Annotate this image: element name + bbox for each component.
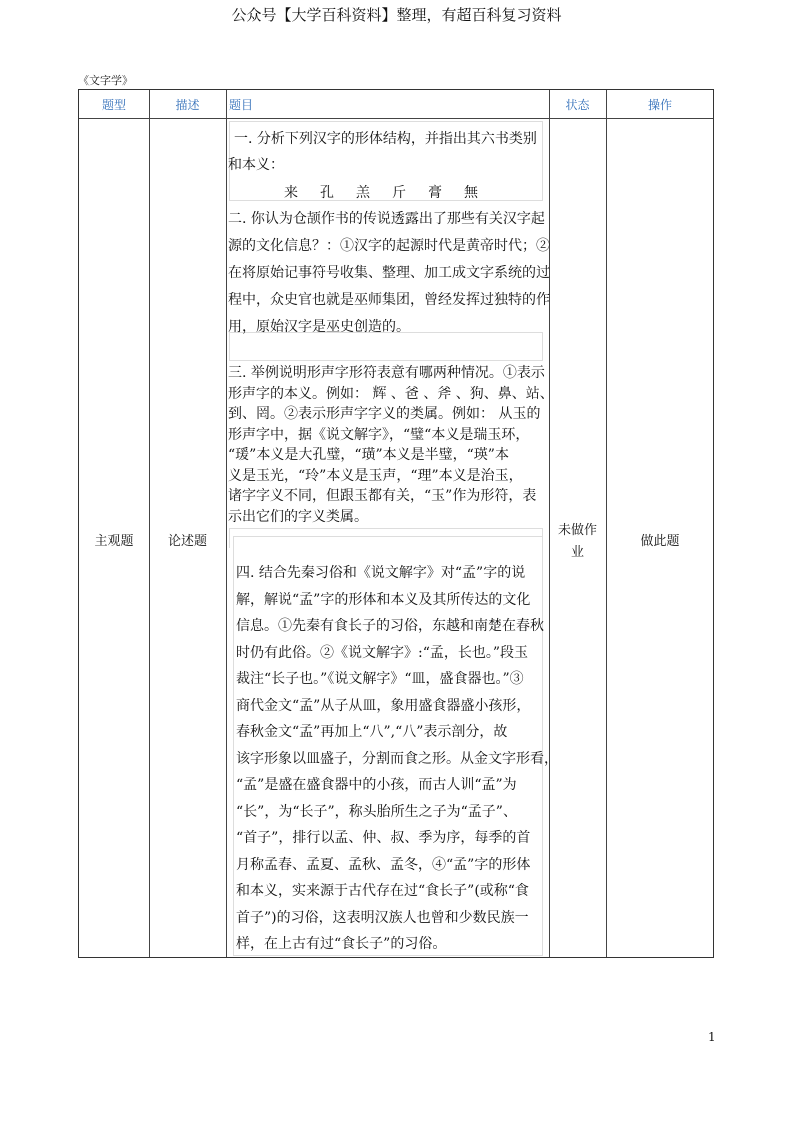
col-header-question: 题目 xyxy=(229,98,254,112)
question-line: 解，解说“孟”字的形体和本义及其所传达的文化 xyxy=(236,591,531,608)
question-type: 主观题 xyxy=(94,534,134,549)
header-note: 公众号【大学百科资料】整理，有超百科复习资料 xyxy=(231,6,562,24)
question-line: 四. 结合先秦习俗和《说文解字》对“孟”字的说 xyxy=(236,565,526,581)
empty-box xyxy=(229,332,543,361)
col-header-action: 操作 xyxy=(647,98,672,112)
question-line: 诸字字义不同，但跟玉都有关，“玉”作为形符，表 xyxy=(228,488,537,504)
status xyxy=(549,520,606,564)
doc-title: 《文字学》 xyxy=(78,74,133,87)
question-line: 和本义，实来源于古代存在过“食长子”(或称“食 xyxy=(236,883,529,899)
question-line: 和本义： xyxy=(228,157,284,173)
question-line: 时仍有此俗。②《说文解字》:“孟，长也。”段玉 xyxy=(236,644,529,661)
divider xyxy=(226,90,227,957)
question-line: 三. 举例说明形声字形符表意有哪两种情况。①表示 xyxy=(228,365,545,381)
question-description: 论述题 xyxy=(167,534,207,549)
question-characters: 来 孔 羔 斤 膏 無 xyxy=(284,185,482,201)
col-header-status: 状态 xyxy=(565,98,590,112)
question-line: 形声字中，据《说文解字》，“璧“本义是瑞玉环， xyxy=(228,426,530,443)
col-header-description: 描述 xyxy=(175,98,200,112)
question-line: “长”，为“长子”，称头胎所生之子为“孟子”、 xyxy=(236,803,517,820)
question-line: 程中，众史官也就是巫师集团，曾经发挥过独特的作 xyxy=(228,292,550,308)
question-line: 用，原始汉字是巫史创造的。 xyxy=(228,319,410,335)
question-line: 首子”)的习俗，这表明汉族人也曾和少数民族一 xyxy=(236,909,529,926)
question-line: “首子”，排行以孟、仲、叔、季为序，每季的首 xyxy=(236,830,531,846)
question-line: 义是玉光，“玲”本义是玉声，“理”本义是治玉， xyxy=(228,467,523,484)
question-line: 样，在上古有过“食长子”的习俗。 xyxy=(236,936,447,952)
question-line: 该字形象以皿盛子，分割而食之形。从金文字形看， xyxy=(236,750,558,767)
question-line: “瑗”本义是大孔璧，“璜”本义是半璧，“瑛”本 xyxy=(228,447,509,463)
do-question-button[interactable]: 做此题 xyxy=(640,534,680,549)
question-line: 形声字的本义。例如： 辉 、爸 、斧 、狗、鼻、站、 xyxy=(228,385,554,402)
question-line: 商代金文“孟”从子从皿，象用盛食器盛小孩形， xyxy=(236,697,531,714)
question-line: 源的文化信息？：①汉字的起源时代是黄帝时代；② xyxy=(228,238,550,254)
page-number: 1 xyxy=(708,1030,716,1044)
question-line: “孟”是盛在盛食器中的小孩，而古人训“孟”为 xyxy=(236,777,517,793)
divider xyxy=(79,118,713,119)
question-line: 月称孟春、孟夏、孟秋、孟冬，④“孟”字的形体 xyxy=(236,856,531,873)
question-line: 到、罔。②表示形声字字义的类属。例如： 从玉的 xyxy=(228,406,541,422)
question-line: 示出它们的字义类属。 xyxy=(228,508,368,525)
question-line: 信息。①先秦有食长子的习俗，东越和南楚在春秋 xyxy=(236,618,544,634)
status-line: 业 xyxy=(570,545,584,560)
question-line: 春秋金文“孟”再加上“八”,“八”表示剖分，故 xyxy=(236,724,508,740)
question-line: 二. 你认为仓颉作书的传说透露出了那些有关汉字起 xyxy=(228,211,545,227)
status-line: 未做作 xyxy=(557,523,597,538)
divider xyxy=(606,90,607,957)
question-line: 一. 分析下列汉字的形体结构，并指出其六书类别 xyxy=(234,131,537,147)
col-header-type: 题型 xyxy=(101,98,126,112)
question-line: 裁注“长子也。”《说文解字》“皿，盛食器也。”③ xyxy=(236,671,524,687)
divider xyxy=(149,90,150,957)
question-line: 在将原始记事符号收集、整理、加工成文字系统的过 xyxy=(228,265,550,281)
